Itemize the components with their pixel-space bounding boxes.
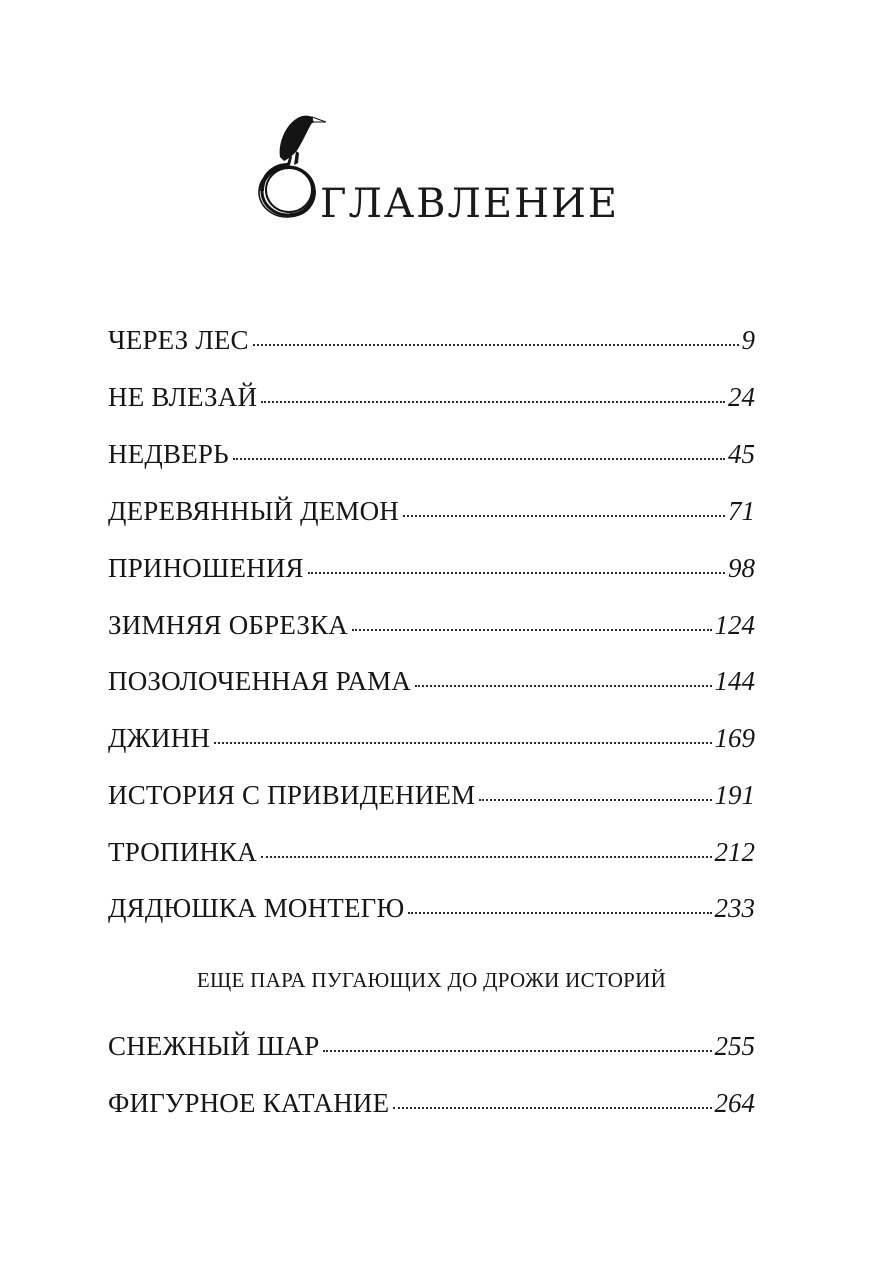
dot-leader [352,628,712,631]
toc-entry-title: ФИГУРНОЕ КАТАНИЕ [108,1088,390,1118]
dot-leader [408,911,711,914]
toc-entry-page: 9 [741,325,755,355]
toc-entry[interactable] [108,666,755,706]
toc-entry-page: 24 [728,382,755,412]
toc-entry[interactable] [108,325,755,365]
toc-entry-title: НЕДВЕРЬ [108,439,229,469]
toc-entry[interactable] [108,837,755,877]
toc-entry[interactable] [108,1031,755,1071]
dot-leader [214,741,711,744]
dot-leader [479,798,711,801]
toc-entry-page: 98 [728,553,755,583]
dot-leader [323,1049,711,1052]
toc-entry-page: 191 [714,780,755,810]
dot-leader [261,400,725,403]
toc-entry-page: 124 [714,610,755,640]
toc-entry-title: ДЕРЕВЯННЫЙ ДЕМОН [108,496,399,526]
subsection-heading: ЕЩЕ ПАРА ПУГАЮЩИХ ДО ДРОЖИ ИСТОРИЙ [196,968,667,992]
toc-entry-title: СНЕЖНЫЙ ШАР [108,1031,320,1061]
dot-leader [253,343,739,346]
toc-entry-page: 255 [714,1031,755,1061]
toc-entry-page: 71 [728,496,755,526]
toc-entry[interactable] [108,1088,755,1128]
dot-leader [261,855,712,858]
toc-entry-title: ДЯДЮШКА МОНТЕГЮ [108,893,405,923]
toc-entry-title: ДЖИНН [108,723,211,753]
toc-entry-title: ЗИМНЯЯ ОБРЕЗКА [108,610,348,640]
toc-entry[interactable] [108,780,755,820]
crow-perched-on-letter-icon [250,105,330,225]
toc-entry[interactable] [108,893,755,933]
dot-leader [415,684,711,687]
dot-leader [233,457,725,460]
dot-leader [403,514,725,517]
toc-entry-title: НЕ ВЛЕЗАЙ [108,382,258,412]
toc-entry-page: 212 [714,837,755,867]
toc-entry[interactable] [108,496,755,536]
toc-entry[interactable] [108,382,755,422]
toc-entry-title: ТРОПИНКА [108,837,257,867]
toc-entry[interactable] [108,610,755,650]
toc-entry-page: 233 [714,893,755,923]
toc-entry[interactable] [108,723,755,763]
toc-entry-page: 144 [714,666,755,696]
dot-leader [308,571,725,574]
toc-entry-page: 45 [728,439,755,469]
toc-entry-title: ПРИНОШЕНИЯ [108,553,304,583]
page-title: ГЛАВЛЕНИЕ [320,181,620,227]
toc-entry-title: ПОЗОЛОЧЕННАЯ РАМА [108,666,412,696]
toc-entry-page: 264 [714,1088,755,1118]
toc-entry-page: 169 [714,723,755,753]
toc-entry[interactable] [108,553,755,593]
toc-entry-title: ЧЕРЕЗ ЛЕС [108,325,249,355]
page-heading [250,105,620,235]
toc-entry-title: ИСТОРИЯ С ПРИВИДЕНИЕМ [108,780,476,810]
toc-entry[interactable] [108,439,755,479]
dot-leader [393,1106,711,1109]
